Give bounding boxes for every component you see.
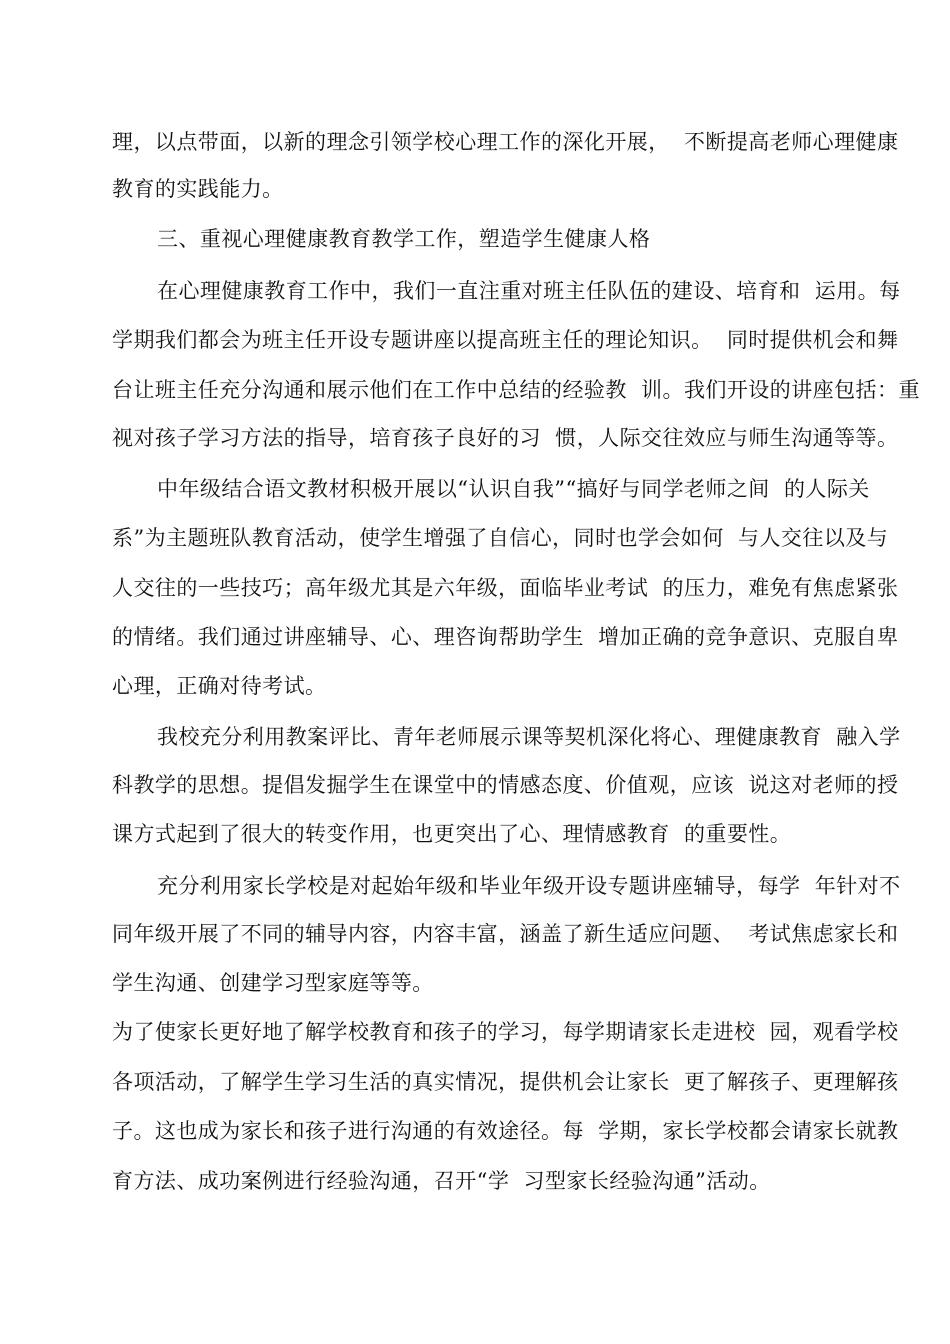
paragraph-6-line-2: 各项活动，了解学生学习生活的真实情况，提供机会让家长 更了解孩子、更理解孩 <box>112 1070 899 1094</box>
paragraph-3-line-1: 中年级结合语文教材积极开展以“认识自我”“搞好与同学老师之间 的人际关 <box>157 477 870 501</box>
paragraph-4-line-2: 科教学的思想。提倡发掘学生在课堂中的情感态度、价值观，应该 说这对老师的授 <box>112 773 899 797</box>
paragraph-4-line-1: 我校充分利用教案评比、青年老师展示课等契机深化将心、理健康教育 融入学 <box>157 725 901 749</box>
paragraph-5-line-3: 学生沟通、创建学习型家庭等等。 <box>112 971 434 995</box>
paragraph-1-line-2: 教育的实践能力。 <box>112 177 284 201</box>
paragraph-3-line-3: 人交往的一些技巧；高年级尤其是六年级，面临毕业考试 的压力，难免有焦虑紧张 <box>112 576 899 600</box>
section-heading-3: 三、重视心理健康教育教学工作，塑造学生健康人格 <box>157 227 651 251</box>
paragraph-6-line-4: 育方法、成功案例进行经验沟通，召开“学 习型家长经验沟通”活动。 <box>112 1169 771 1193</box>
paragraph-6-line-3: 子。这也成为家长和孩子进行沟通的有效途径。每 学期，家长学校都会请家长就教 <box>112 1119 899 1143</box>
paragraph-1-line-1: 理，以点带面，以新的理念引领学校心理工作的深化开展， 不断提高老师心理健康 <box>112 130 899 154</box>
paragraph-6-line-1: 为了使家长更好地了解学校教育和孩子的学习，每学期请家长走进校 园，观看学校 <box>112 1020 899 1044</box>
paragraph-5-line-1: 充分利用家长学校是对起始年级和毕业年级开设专题讲座辅导，每学 年针对不 <box>157 874 901 898</box>
paragraph-4-line-3: 课方式起到了很大的转变作用，也更突出了心、理情感教育 的重要性。 <box>112 822 792 846</box>
paragraph-5-line-2: 同年级开展了不同的辅导内容，内容丰富，涵盖了新生适应问题、 考试焦虑家长和 <box>112 922 899 946</box>
paragraph-3-line-4: 的情绪。我们通过讲座辅导、心、理咨询帮助学生 增加正确的竞争意识、克服自卑 <box>112 625 899 649</box>
paragraph-2-line-4: 视对孩子学习方法的指导，培育孩子良好的习 惯，人际交往效应与师生沟通等等。 <box>112 426 899 450</box>
paragraph-3-line-2: 系”为主题班队教育活动，使学生增强了自信心，同时也学会如何 与人交往以及与 <box>112 526 889 550</box>
paragraph-2-line-2: 学期我们都会为班主任开设专题讲座以提高班主任的理论知识。 同时提供机会和舞 <box>112 328 899 352</box>
paragraph-3-line-5: 心理，正确对待考试。 <box>112 674 327 698</box>
paragraph-2-line-3: 台让班主任充分沟通和展示他们在工作中总结的经验教 训。我们开设的讲座包括：重 <box>112 378 920 402</box>
paragraph-2-line-1: 在心理健康教育工作中，我们一直注重对班主任队伍的建设、培育和 运用。每 <box>157 279 901 303</box>
